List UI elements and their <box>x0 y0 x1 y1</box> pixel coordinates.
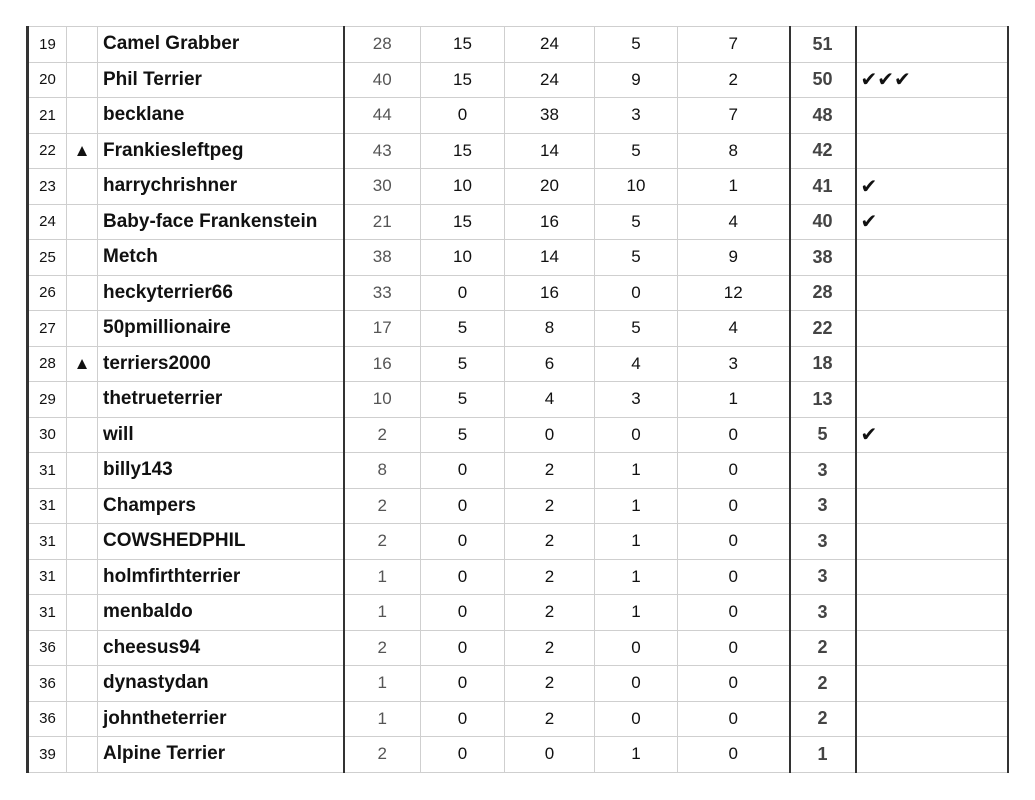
player-name: johntheterrier <box>98 701 344 737</box>
tick-marks <box>856 346 1008 382</box>
player-name: Baby-face Frankenstein <box>98 204 344 240</box>
tick-marks: ✔ <box>856 417 1008 453</box>
score-col-3: 38 <box>505 98 595 134</box>
table-row <box>28 488 1008 524</box>
total-points: 13 <box>790 382 856 418</box>
movement-marker <box>67 701 98 737</box>
score-col-1: 43 <box>344 133 421 169</box>
score-col-1: 2 <box>344 524 421 560</box>
table-row <box>28 559 1008 595</box>
score-col-5: 0 <box>678 559 790 595</box>
score-col-5: 0 <box>678 666 790 702</box>
score-col-1: 10 <box>344 382 421 418</box>
player-name: dynastydan <box>98 666 344 702</box>
tick-marks <box>856 240 1008 276</box>
movement-marker: ▲ <box>67 346 98 382</box>
score-col-2: 0 <box>421 737 505 773</box>
score-col-2: 0 <box>421 666 505 702</box>
total-points: 2 <box>790 666 856 702</box>
score-col-3: 14 <box>505 240 595 276</box>
tick-marks <box>856 630 1008 666</box>
score-col-4: 5 <box>595 27 678 63</box>
total-points: 22 <box>790 311 856 347</box>
score-col-2: 15 <box>421 204 505 240</box>
score-col-1: 40 <box>344 62 421 98</box>
score-col-2: 0 <box>421 630 505 666</box>
score-col-3: 0 <box>505 417 595 453</box>
table-row <box>28 169 1008 205</box>
player-name: Camel Grabber <box>98 27 344 63</box>
movement-marker <box>67 382 98 418</box>
position-cell: 36 <box>28 701 67 737</box>
position-cell: 29 <box>28 382 67 418</box>
movement-marker <box>67 62 98 98</box>
movement-marker <box>67 630 98 666</box>
player-name: cheesus94 <box>98 630 344 666</box>
movement-marker: ▲ <box>67 133 98 169</box>
score-col-5: 0 <box>678 630 790 666</box>
tick-marks: ✔✔✔ <box>856 62 1008 98</box>
player-name: Champers <box>98 488 344 524</box>
tick-marks <box>856 701 1008 737</box>
tick-marks <box>856 595 1008 631</box>
score-col-4: 1 <box>595 488 678 524</box>
player-name: 50pmillionaire <box>98 311 344 347</box>
score-col-1: 30 <box>344 169 421 205</box>
score-col-3: 16 <box>505 275 595 311</box>
total-points: 42 <box>790 133 856 169</box>
tick-marks <box>856 311 1008 347</box>
score-col-5: 0 <box>678 417 790 453</box>
total-points: 2 <box>790 630 856 666</box>
player-name: holmfirthterrier <box>98 559 344 595</box>
league-table <box>26 26 1009 773</box>
tick-marks <box>856 524 1008 560</box>
score-col-1: 1 <box>344 701 421 737</box>
table-row <box>28 382 1008 418</box>
position-cell: 36 <box>28 666 67 702</box>
total-points: 5 <box>790 417 856 453</box>
position-cell: 27 <box>28 311 67 347</box>
score-col-4: 5 <box>595 204 678 240</box>
score-col-4: 5 <box>595 133 678 169</box>
total-points: 18 <box>790 346 856 382</box>
score-col-5: 0 <box>678 701 790 737</box>
score-col-4: 3 <box>595 98 678 134</box>
score-col-2: 15 <box>421 27 505 63</box>
score-col-3: 2 <box>505 488 595 524</box>
score-col-5: 0 <box>678 488 790 524</box>
league-table-body <box>28 27 1008 773</box>
position-cell: 31 <box>28 453 67 489</box>
tick-marks: ✔ <box>856 204 1008 240</box>
total-points: 2 <box>790 701 856 737</box>
player-name: Frankiesleftpeg <box>98 133 344 169</box>
tick-marks <box>856 666 1008 702</box>
score-col-3: 0 <box>505 737 595 773</box>
total-points: 3 <box>790 595 856 631</box>
table-row <box>28 240 1008 276</box>
score-col-5: 0 <box>678 524 790 560</box>
player-name: Phil Terrier <box>98 62 344 98</box>
score-col-5: 3 <box>678 346 790 382</box>
score-col-5: 7 <box>678 98 790 134</box>
score-col-4: 5 <box>595 240 678 276</box>
score-col-1: 8 <box>344 453 421 489</box>
position-cell: 19 <box>28 27 67 63</box>
total-points: 48 <box>790 98 856 134</box>
score-col-1: 2 <box>344 417 421 453</box>
score-col-1: 16 <box>344 346 421 382</box>
position-cell: 28 <box>28 346 67 382</box>
score-col-3: 2 <box>505 595 595 631</box>
position-cell: 21 <box>28 98 67 134</box>
score-col-3: 2 <box>505 701 595 737</box>
tick-marks <box>856 559 1008 595</box>
position-cell: 31 <box>28 488 67 524</box>
score-col-5: 1 <box>678 169 790 205</box>
tick-marks <box>856 737 1008 773</box>
score-col-3: 2 <box>505 524 595 560</box>
score-col-1: 2 <box>344 630 421 666</box>
score-col-2: 10 <box>421 169 505 205</box>
table-row <box>28 417 1008 453</box>
score-col-5: 2 <box>678 62 790 98</box>
score-col-4: 1 <box>595 595 678 631</box>
table-row <box>28 133 1008 169</box>
total-points: 38 <box>790 240 856 276</box>
score-col-2: 10 <box>421 240 505 276</box>
table-row <box>28 595 1008 631</box>
score-col-5: 0 <box>678 737 790 773</box>
movement-marker <box>67 595 98 631</box>
score-col-3: 24 <box>505 62 595 98</box>
position-cell: 26 <box>28 275 67 311</box>
total-points: 41 <box>790 169 856 205</box>
score-col-4: 9 <box>595 62 678 98</box>
player-name: thetrueterrier <box>98 382 344 418</box>
table-row <box>28 62 1008 98</box>
table-row <box>28 737 1008 773</box>
score-col-1: 33 <box>344 275 421 311</box>
score-col-5: 4 <box>678 311 790 347</box>
position-cell: 31 <box>28 559 67 595</box>
score-col-5: 4 <box>678 204 790 240</box>
score-col-4: 5 <box>595 311 678 347</box>
score-col-4: 1 <box>595 524 678 560</box>
movement-marker <box>67 240 98 276</box>
player-name: harrychrishner <box>98 169 344 205</box>
score-col-3: 8 <box>505 311 595 347</box>
table-row <box>28 524 1008 560</box>
score-col-3: 16 <box>505 204 595 240</box>
movement-marker <box>67 204 98 240</box>
player-name: heckyterrier66 <box>98 275 344 311</box>
score-col-1: 17 <box>344 311 421 347</box>
movement-marker <box>67 98 98 134</box>
score-col-3: 6 <box>505 346 595 382</box>
tick-marks: ✔ <box>856 169 1008 205</box>
score-col-5: 0 <box>678 453 790 489</box>
position-cell: 23 <box>28 169 67 205</box>
score-col-2: 0 <box>421 275 505 311</box>
score-col-1: 2 <box>344 488 421 524</box>
total-points: 3 <box>790 524 856 560</box>
total-points: 3 <box>790 453 856 489</box>
score-col-2: 5 <box>421 417 505 453</box>
total-points: 3 <box>790 559 856 595</box>
score-col-1: 1 <box>344 559 421 595</box>
score-col-4: 0 <box>595 417 678 453</box>
movement-marker <box>67 311 98 347</box>
total-points: 3 <box>790 488 856 524</box>
player-name: terriers2000 <box>98 346 344 382</box>
table-row <box>28 701 1008 737</box>
score-col-1: 21 <box>344 204 421 240</box>
score-col-4: 4 <box>595 346 678 382</box>
score-col-2: 15 <box>421 62 505 98</box>
movement-marker <box>67 417 98 453</box>
player-name: will <box>98 417 344 453</box>
position-cell: 20 <box>28 62 67 98</box>
score-col-3: 24 <box>505 27 595 63</box>
total-points: 51 <box>790 27 856 63</box>
score-col-1: 44 <box>344 98 421 134</box>
score-col-4: 0 <box>595 701 678 737</box>
score-col-4: 0 <box>595 630 678 666</box>
table-row <box>28 204 1008 240</box>
score-col-4: 3 <box>595 382 678 418</box>
total-points: 40 <box>790 204 856 240</box>
position-cell: 24 <box>28 204 67 240</box>
score-col-1: 2 <box>344 737 421 773</box>
movement-marker <box>67 275 98 311</box>
score-col-2: 15 <box>421 133 505 169</box>
position-cell: 22 <box>28 133 67 169</box>
movement-marker <box>67 737 98 773</box>
score-col-3: 2 <box>505 630 595 666</box>
table-row <box>28 453 1008 489</box>
table-row <box>28 630 1008 666</box>
score-col-4: 1 <box>595 737 678 773</box>
tick-marks <box>856 275 1008 311</box>
tick-marks <box>856 382 1008 418</box>
score-col-3: 4 <box>505 382 595 418</box>
score-col-4: 1 <box>595 559 678 595</box>
player-name: COWSHEDPHIL <box>98 524 344 560</box>
player-name: menbaldo <box>98 595 344 631</box>
movement-marker <box>67 453 98 489</box>
tick-marks <box>856 98 1008 134</box>
score-col-2: 5 <box>421 346 505 382</box>
score-col-3: 2 <box>505 559 595 595</box>
score-col-2: 0 <box>421 488 505 524</box>
position-cell: 30 <box>28 417 67 453</box>
tick-marks <box>856 488 1008 524</box>
table-row <box>28 666 1008 702</box>
score-col-1: 38 <box>344 240 421 276</box>
score-col-1: 1 <box>344 595 421 631</box>
score-col-2: 0 <box>421 701 505 737</box>
movement-marker <box>67 488 98 524</box>
score-col-4: 0 <box>595 666 678 702</box>
player-name: billy143 <box>98 453 344 489</box>
score-col-5: 7 <box>678 27 790 63</box>
position-cell: 39 <box>28 737 67 773</box>
position-cell: 31 <box>28 595 67 631</box>
score-col-2: 0 <box>421 524 505 560</box>
movement-marker <box>67 169 98 205</box>
score-col-5: 9 <box>678 240 790 276</box>
total-points: 1 <box>790 737 856 773</box>
movement-marker <box>67 559 98 595</box>
score-col-2: 5 <box>421 311 505 347</box>
score-col-5: 0 <box>678 595 790 631</box>
score-col-3: 14 <box>505 133 595 169</box>
score-col-1: 28 <box>344 27 421 63</box>
player-name: becklane <box>98 98 344 134</box>
movement-marker <box>67 27 98 63</box>
movement-marker <box>67 524 98 560</box>
score-col-5: 8 <box>678 133 790 169</box>
tick-marks <box>856 453 1008 489</box>
score-col-2: 0 <box>421 559 505 595</box>
score-col-2: 0 <box>421 98 505 134</box>
score-col-3: 2 <box>505 666 595 702</box>
table-row <box>28 98 1008 134</box>
score-col-5: 1 <box>678 382 790 418</box>
score-col-4: 1 <box>595 453 678 489</box>
score-col-4: 0 <box>595 275 678 311</box>
score-col-3: 20 <box>505 169 595 205</box>
tick-marks <box>856 133 1008 169</box>
score-col-3: 2 <box>505 453 595 489</box>
table-row <box>28 346 1008 382</box>
score-col-2: 0 <box>421 453 505 489</box>
table-row <box>28 27 1008 63</box>
score-col-2: 0 <box>421 595 505 631</box>
position-cell: 31 <box>28 524 67 560</box>
player-name: Alpine Terrier <box>98 737 344 773</box>
total-points: 50 <box>790 62 856 98</box>
position-cell: 36 <box>28 630 67 666</box>
total-points: 28 <box>790 275 856 311</box>
table-row <box>28 311 1008 347</box>
table-row <box>28 275 1008 311</box>
tick-marks <box>856 27 1008 63</box>
score-col-5: 12 <box>678 275 790 311</box>
position-cell: 25 <box>28 240 67 276</box>
movement-marker <box>67 666 98 702</box>
score-col-2: 5 <box>421 382 505 418</box>
score-col-4: 10 <box>595 169 678 205</box>
score-col-1: 1 <box>344 666 421 702</box>
player-name: Metch <box>98 240 344 276</box>
